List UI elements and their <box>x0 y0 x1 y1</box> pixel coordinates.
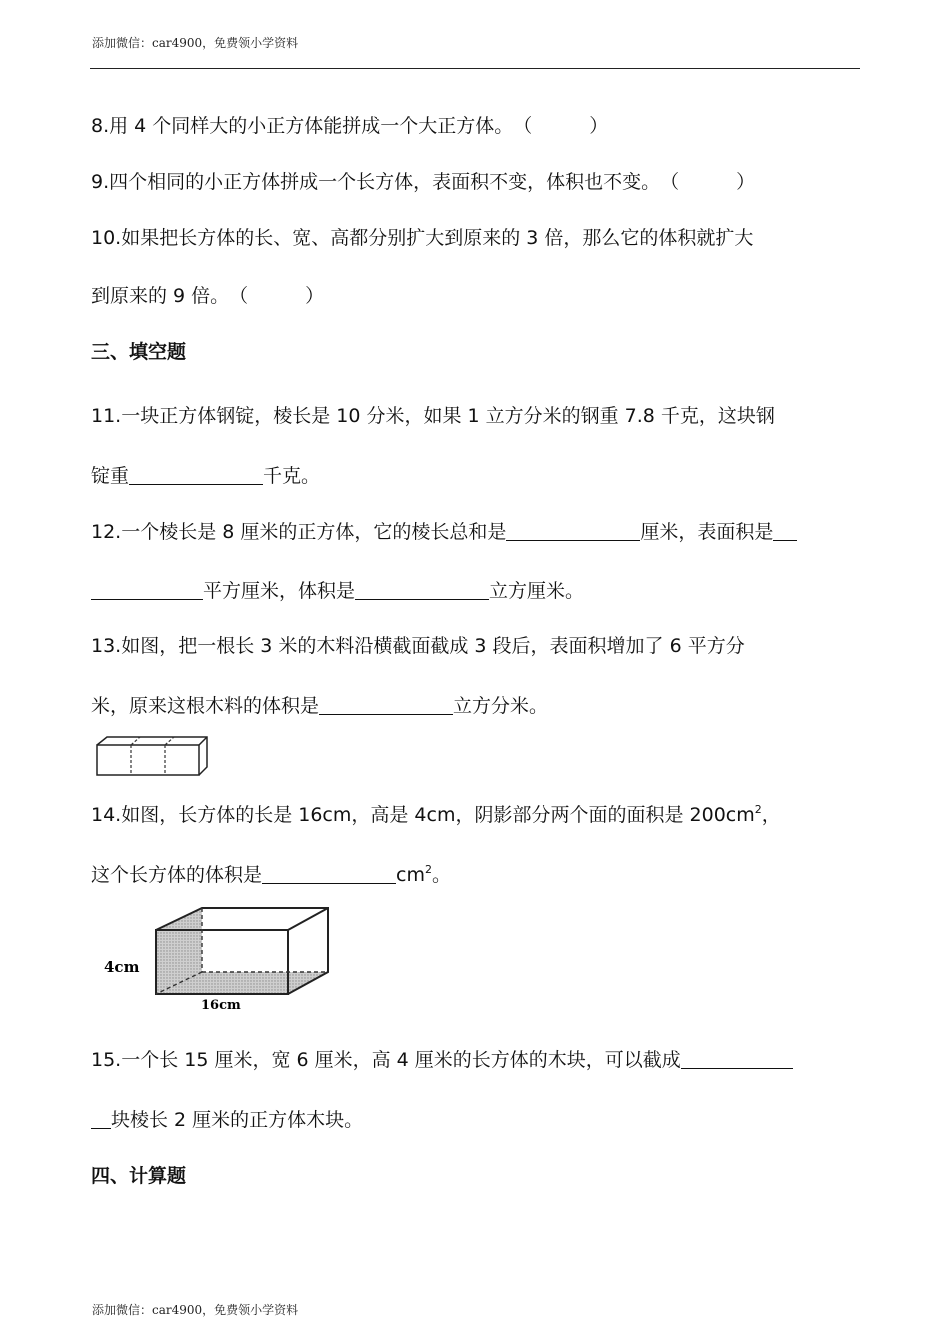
question-12-line-1 <box>91 520 797 544</box>
question-9 <box>91 170 755 194</box>
question-14-unit: cm <box>396 864 425 886</box>
question-11-line-2 <box>91 464 320 488</box>
answer-blank[interactable] <box>506 520 640 541</box>
answer-blank[interactable] <box>262 863 396 884</box>
page-footer-note: 添加微信：car4900，免费领小学资料 <box>92 1303 299 1317</box>
question-15-line-1 <box>91 1048 793 1072</box>
question-15-text: 块棱长 2 厘米的正方体木块。 <box>111 1109 364 1131</box>
header-rule <box>90 68 860 69</box>
answer-paren[interactable]: （ ） <box>229 285 325 307</box>
question-14-line-1 <box>91 803 781 827</box>
question-14-line-2 <box>91 863 451 887</box>
question-11-text: 锭重 <box>91 465 130 487</box>
question-11-line-1: 11.一块正方体钢锭，棱长是 10 分米，如果 1 立方分米的钢重 7.8 千克，这块钢 <box>91 405 775 427</box>
answer-paren[interactable]: （ ） <box>513 115 609 137</box>
answer-blank[interactable] <box>91 579 203 600</box>
question-15-text: 15.一个长 15 厘米，宽 6 厘米，高 4 厘米的长方体的木块，可以截成 <box>91 1049 681 1071</box>
answer-blank[interactable] <box>355 579 489 600</box>
question-10-line-2 <box>91 284 324 308</box>
section-title-fill-in: 三、填空题 <box>91 341 187 363</box>
superscript: 2 <box>754 803 762 816</box>
question-13-line-2 <box>91 694 548 718</box>
answer-blank[interactable] <box>129 464 263 485</box>
question-12-text: 平方厘米，体积是 <box>203 580 356 602</box>
figure-cuboid <box>100 902 336 1014</box>
question-14-text: 这个长方体的体积是 <box>91 864 263 886</box>
question-10-text: 到原来的 9 倍。 <box>91 285 230 307</box>
section-title-calculation: 四、计算题 <box>91 1165 187 1187</box>
answer-blank[interactable] <box>773 520 797 541</box>
length-label: 16cm <box>201 998 241 1013</box>
height-label: 4cm <box>104 958 140 976</box>
question-8-text: 8.用 4 个同样大的小正方体能拼成一个大正方体。 <box>91 115 514 137</box>
question-10-line-1: 10.如果把长方体的长、宽、高都分别扩大到原来的 3 倍，那么它的体积就扩大 <box>91 227 754 249</box>
answer-paren[interactable]: （ ） <box>660 171 756 193</box>
answer-blank[interactable] <box>91 1108 111 1129</box>
figure-log-three-pieces <box>94 733 210 779</box>
question-12-line-2 <box>91 579 584 603</box>
question-12-unit: 立方厘米。 <box>489 580 585 602</box>
question-14-text: 14.如图，长方体的长是 16cm，高是 4cm，阴影部分两个面的面积是 200cm <box>91 804 755 826</box>
question-15-line-2 <box>91 1108 363 1132</box>
question-12-text: 12.一个棱长是 8 厘米的正方体，它的棱长总和是 <box>91 521 507 543</box>
question-11-unit: 千克。 <box>263 465 321 487</box>
question-12-text: 厘米，表面积是 <box>640 521 774 543</box>
question-13-unit: 立方分米。 <box>453 695 549 717</box>
question-8 <box>91 114 608 138</box>
question-14-punct: ， <box>761 804 781 826</box>
superscript: 2 <box>424 863 432 876</box>
answer-blank[interactable] <box>319 694 453 715</box>
question-13-text: 米，原来这根木料的体积是 <box>91 695 320 717</box>
answer-blank[interactable] <box>681 1048 793 1069</box>
page-header-note: 添加微信：car4900，免费领小学资料 <box>92 36 299 50</box>
question-13-line-1: 13.如图，把一根长 3 米的木料沿横截面截成 3 段后，表面积增加了 6 平方分 <box>91 635 745 657</box>
question-9-text: 9.四个相同的小正方体拼成一个长方体，表面积不变，体积也不变。 <box>91 171 661 193</box>
question-14-punct: 。 <box>431 864 451 886</box>
